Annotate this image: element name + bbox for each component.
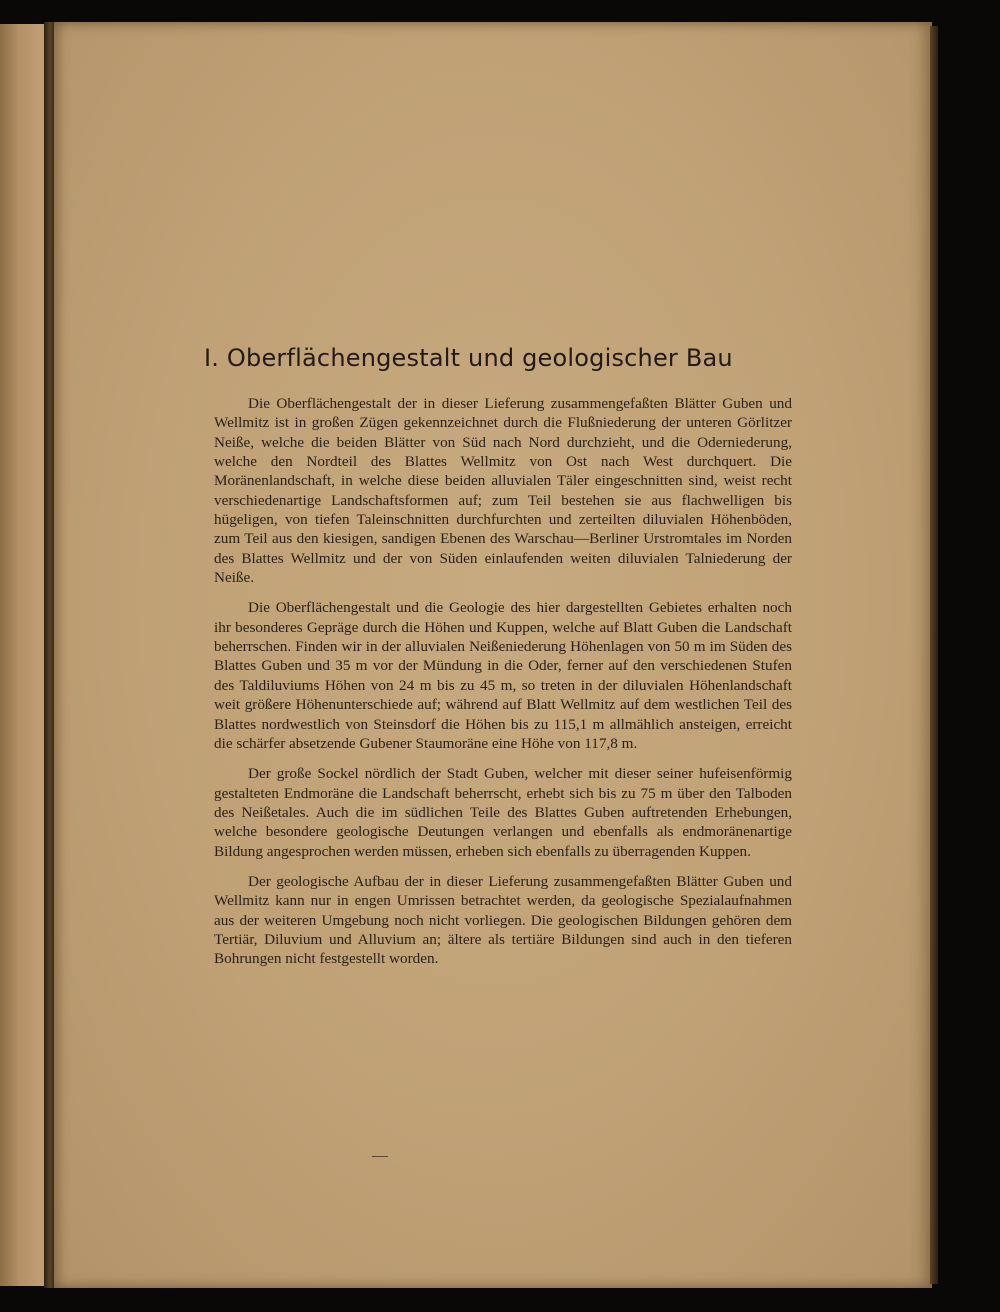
paragraph-3: Der große Sockel nördlich der Stadt Guben, welcher mit dieser seiner hufeisenförmig gestalteten Endmoräne die Landschaft beherrscht, erhebt sich bis zu 75 m über den Talboden des Neißetales. Auch die im südlichen Teile des Blattes Guben auftretenden Erhebungen, welche besondere geologische Deutungen verlangen und ebenfalls als endmoränenartige Bildung angesprochen werden müssen, erheben sich ebenfalls zu überragenden Kuppen. [214,765,792,860]
left-page-edge [0,24,48,1286]
paragraph-2: Die Oberflächengestalt und die Geologie des hier dargestellten Gebietes erhalten noch ihr besonderes Gepräge durch die Höhen und Kuppen, welche auf Blatt Guben die Landschaft beherrschen. Finden wir in der alluvialen Neißeniederung Höhenlagen von 50 m im Süden des Blattes Guben und 35 m vor der Mündung in die Oder, ferner auf den verschiedenen Stufen des Taldiluviums Höhen von 24 m bis zu 45 m, so treten in der diluvialen Höhenlandschaft weit größere Höhenunterschiede auf; während auf Blatt Wellmitz auf dem westlichen Teil des Blattes nordwestlich von Steinsdorf die Höhen bis zu 115,1 m allmählich ansteigen, erreicht die schärfer absetzende Gubener Staumoräne eine Höhe von 117,8 m. [214,599,792,752]
paragraph-1: Die Oberflächengestalt der in dieser Lieferung zusammengefaßten Blätter Guben und Wellmitz ist in großen Zügen gekennzeichnet durch die Flußniederung der unteren Görlitzer Neiße, welche die beiden Blätter von Süd nach Nord durchzieht, und die Oderniederung, welche den Nordteil des Blattes Wellmitz von Ost nach West durchquert. Die Moränenlandschaft, in welche diese beiden alluvialen Täler eingeschnitten sind, weist recht verschiedenartige Landschaftsformen auf; zum Teil bestehen sie aus flachwelligen bis hügeligen, von tiefen Taleinschnitten durchfurchten und zerteilten diluvialen Höhenböden, zum Teil aus den kiesigen, sandigen Ebenen des Warschau—Berliner Urstromtales im Norden des Blattes Wellmitz und der von Süden einlaufenden weiten diluvialen Talniederung der Neiße. [214,395,792,587]
right-page-edge [930,26,938,1284]
paragraph-4: Der geologische Aufbau der in dieser Lieferung zusammengefaßten Blätter Guben und Wellmitz kann nur in engen Umrissen betrachtet werden, da geologische Spezialaufnahmen aus der weiteren Umgebung noch nicht vorliegen. Die geologischen Bildungen gehören dem Tertiär, Diluvium und Alluvium an; ältere als tertiäre Bildungen sind auch in den tieferen Bohrungen nicht festgestellt worden. [214,872,792,968]
chapter-heading: I. Oberflächengestalt und geologischer Bau [204,344,733,372]
end-dash-mark [372,1156,388,1157]
page-text-block [204,344,792,980]
